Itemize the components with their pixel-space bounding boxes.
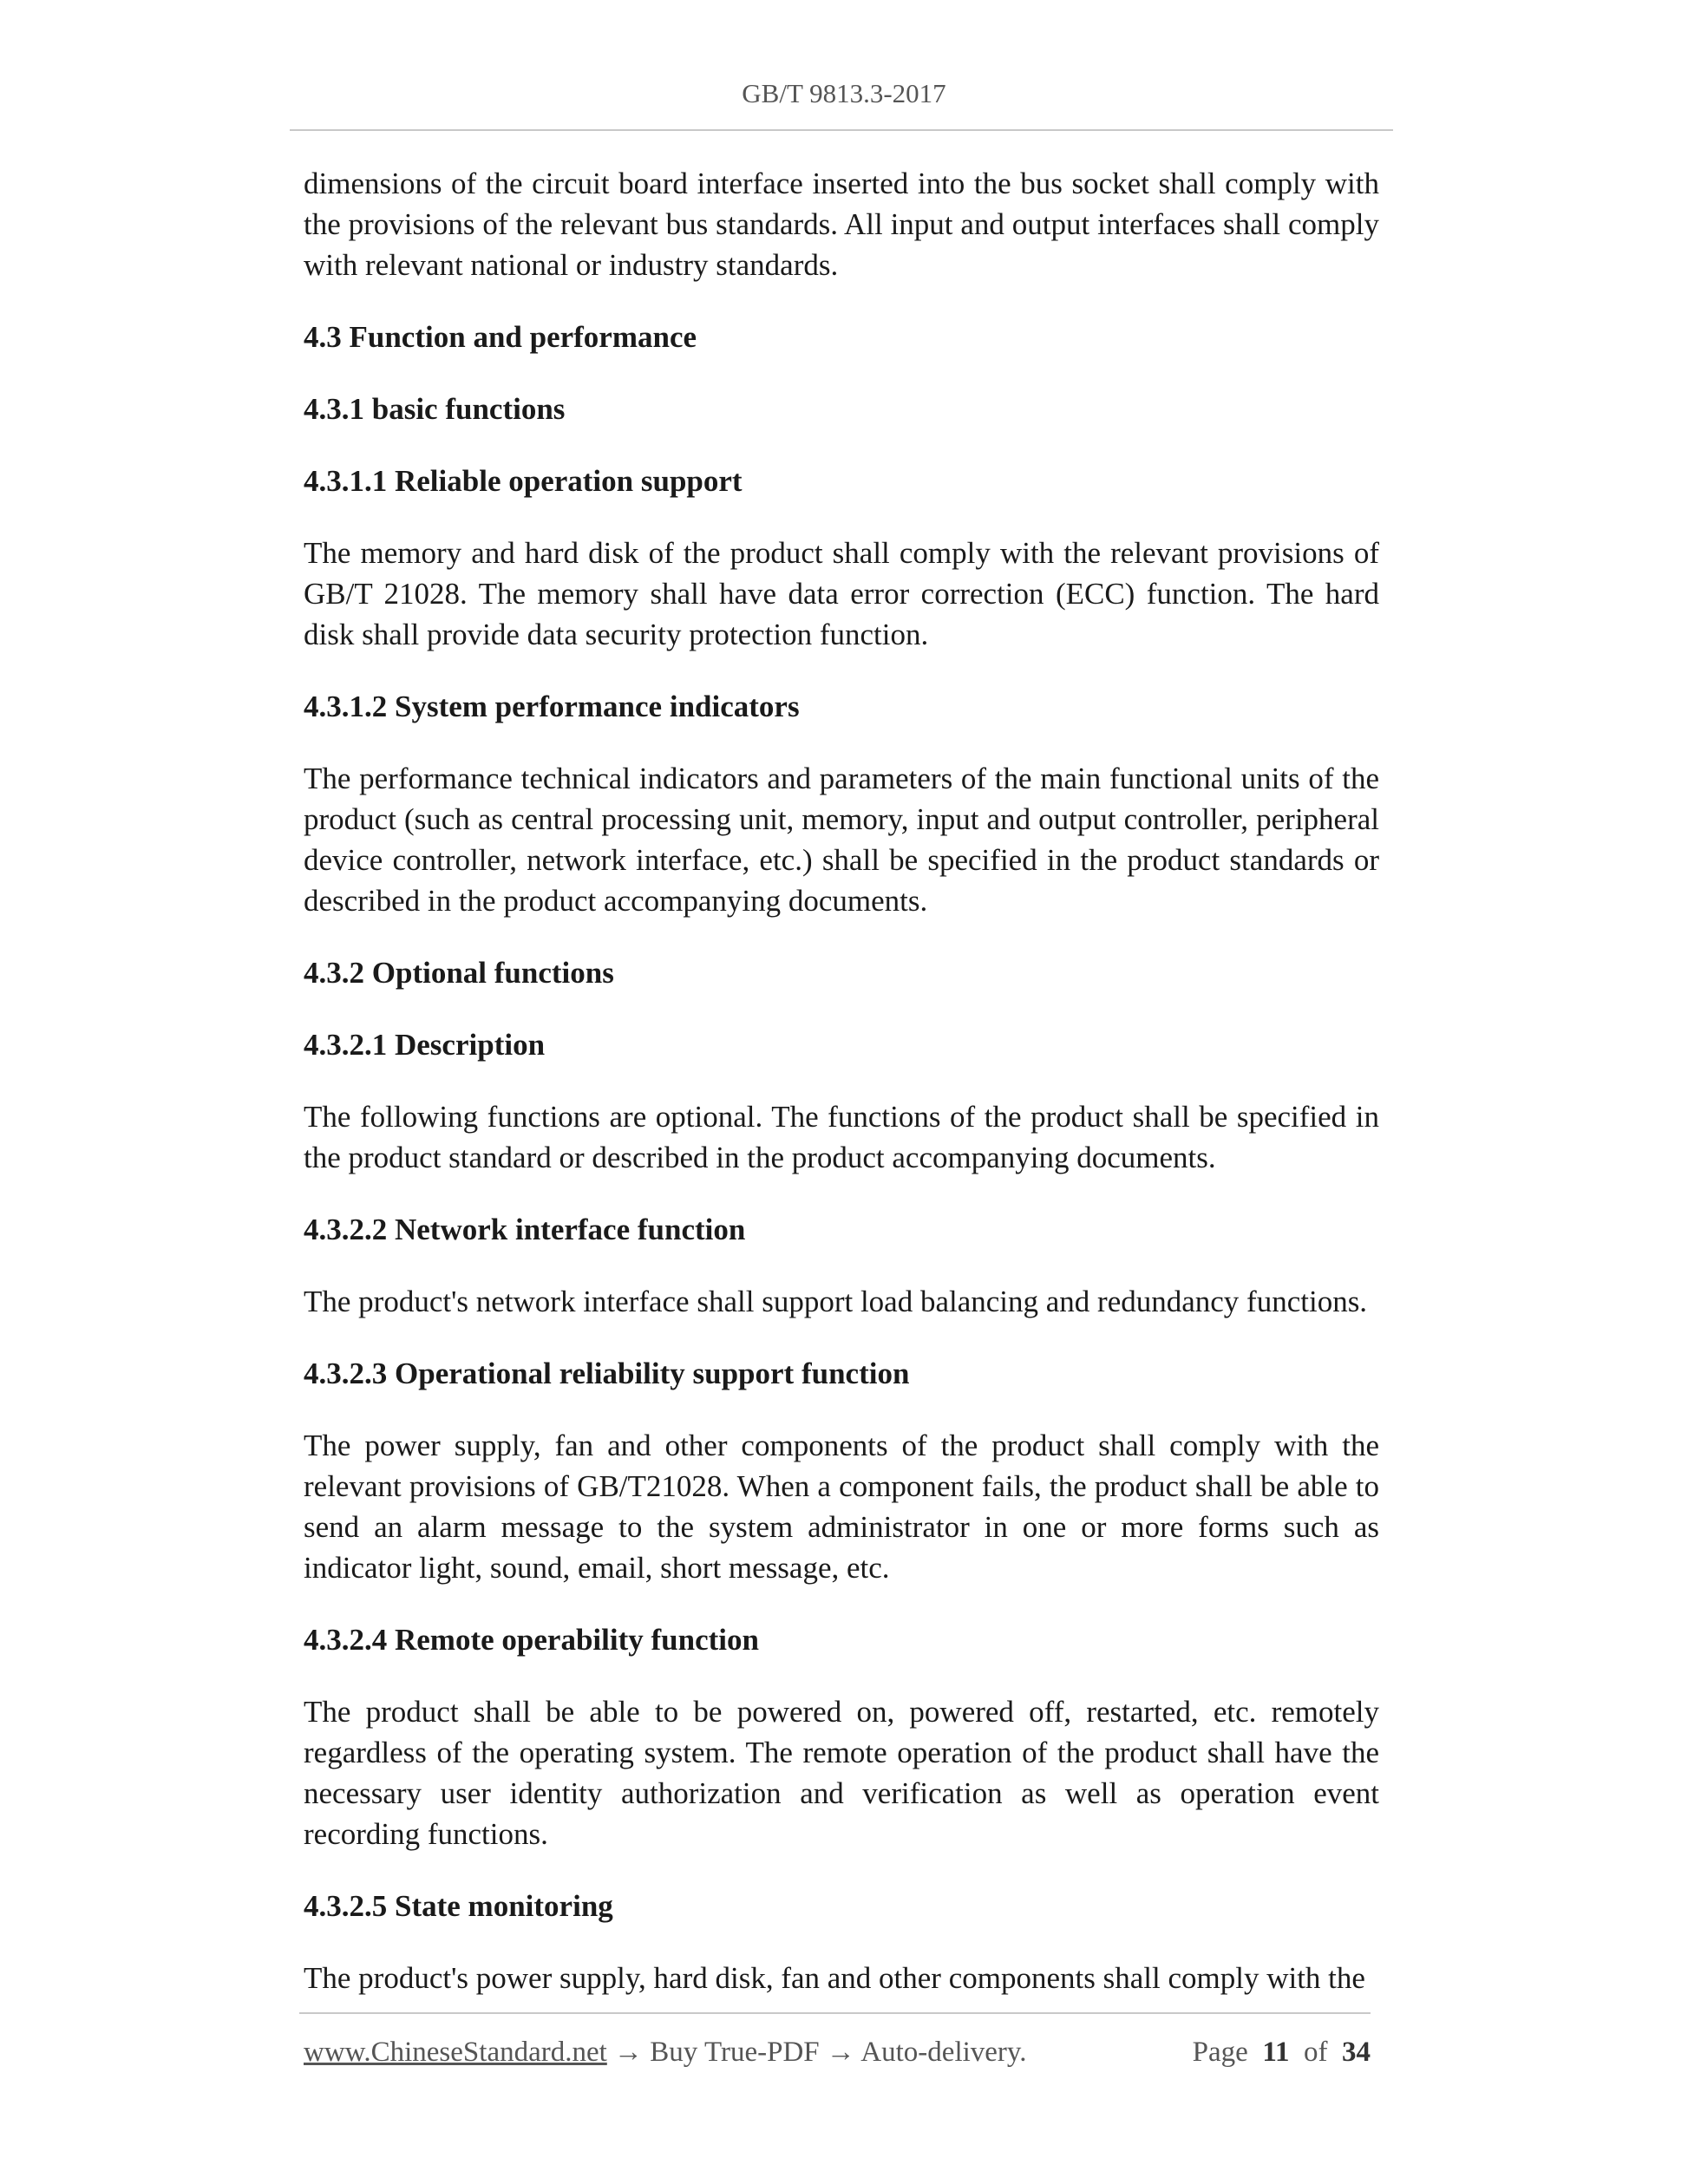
section-heading-4-3-1: 4.3.1 basic functions [304,392,566,426]
section-heading-4-3-2-4: 4.3.2.4 Remote operability function [304,1623,759,1657]
page-indicator [1193,2033,1371,2071]
section-heading-4-3-2-3: 4.3.2.3 Operational reliability support function [304,1357,910,1390]
section-heading-4-3-2-5: 4.3.2.5 State monitoring [304,1889,613,1923]
section-heading-4-3-2-1: 4.3.2.1 Description [304,1028,546,1062]
paragraph-4-3-2-3: The power supply, fan and other components of the product shall comply with the relevant provisions of GB/T21028. When a component fails, the product shall be able to send an alarm message to the system administrator in one or more forms such as indicator light, sound, email, short message, etc. [304,1429,1379,1585]
section-heading-4-3-1-1: 4.3.1.1 Reliable operation support [304,464,743,498]
section-heading-4-3-1-2: 4.3.1.2 System performance indicators [304,690,800,723]
paragraph-4-3-2-5: The product's power supply, hard disk, fan and other components shall comply with the [304,1961,1365,1995]
header-divider [290,129,1393,131]
paragraph-4-3-2-1: The following functions are optional. The functions of the product shall be specified in the product standard or described in the product accompanying documents. [304,1100,1379,1174]
website-link[interactable]: www.ChineseStandard.net [304,2037,607,2068]
footer-divider [299,2012,1371,2014]
total-page-count: 34 [1342,2037,1371,2068]
footer-promo [304,2033,1027,2071]
section-heading-4-3-2-2: 4.3.2.2 Network interface function [304,1213,746,1246]
document-body [304,163,1379,1998]
document-footer [304,2033,1371,2071]
page-label: Page [1192,2037,1248,2068]
current-page-number: 11 [1262,2037,1290,2068]
section-heading-4-3-2: 4.3.2 Optional functions [304,956,614,990]
intro-paragraph: dimensions of the circuit board interface inserted into the bus socket shall comply with the provisions of the relevant bus standards. All input and output interfaces shall comply with relevant national or industry standards. [304,167,1379,282]
paragraph-4-3-1-1: The memory and hard disk of the product shall comply with the relevant provisions of GB/T 21028. The memory shall have data error correction (ECC) function. The hard disk shall provide data security protection function. [304,536,1379,651]
of-label: of [1304,2037,1328,2068]
paragraph-4-3-1-2: The performance technical indicators and parameters of the main functional units of the product (such as central processing unit, memory, input and output controller, peripheral device controller, network interface, etc.) shall be specified in the product standards or described in the product accompanying documents. [304,762,1379,918]
paragraph-4-3-2-2: The product's network interface shall support load balancing and redundancy functions. [304,1285,1368,1318]
document-header: GB/T 9813.3-2017 [742,78,946,108]
footer-tagline: → Buy True-PDF → Auto-delivery. [606,2037,1027,2068]
paragraph-4-3-2-4: The product shall be able to be powered on, powered off, restarted, etc. remotely regardless of the operating system. The remote operation of the product shall have the necessary user identity authorization and verification as well as operation event recording functions. [304,1695,1379,1851]
section-heading-4-3: 4.3 Function and performance [304,320,697,354]
